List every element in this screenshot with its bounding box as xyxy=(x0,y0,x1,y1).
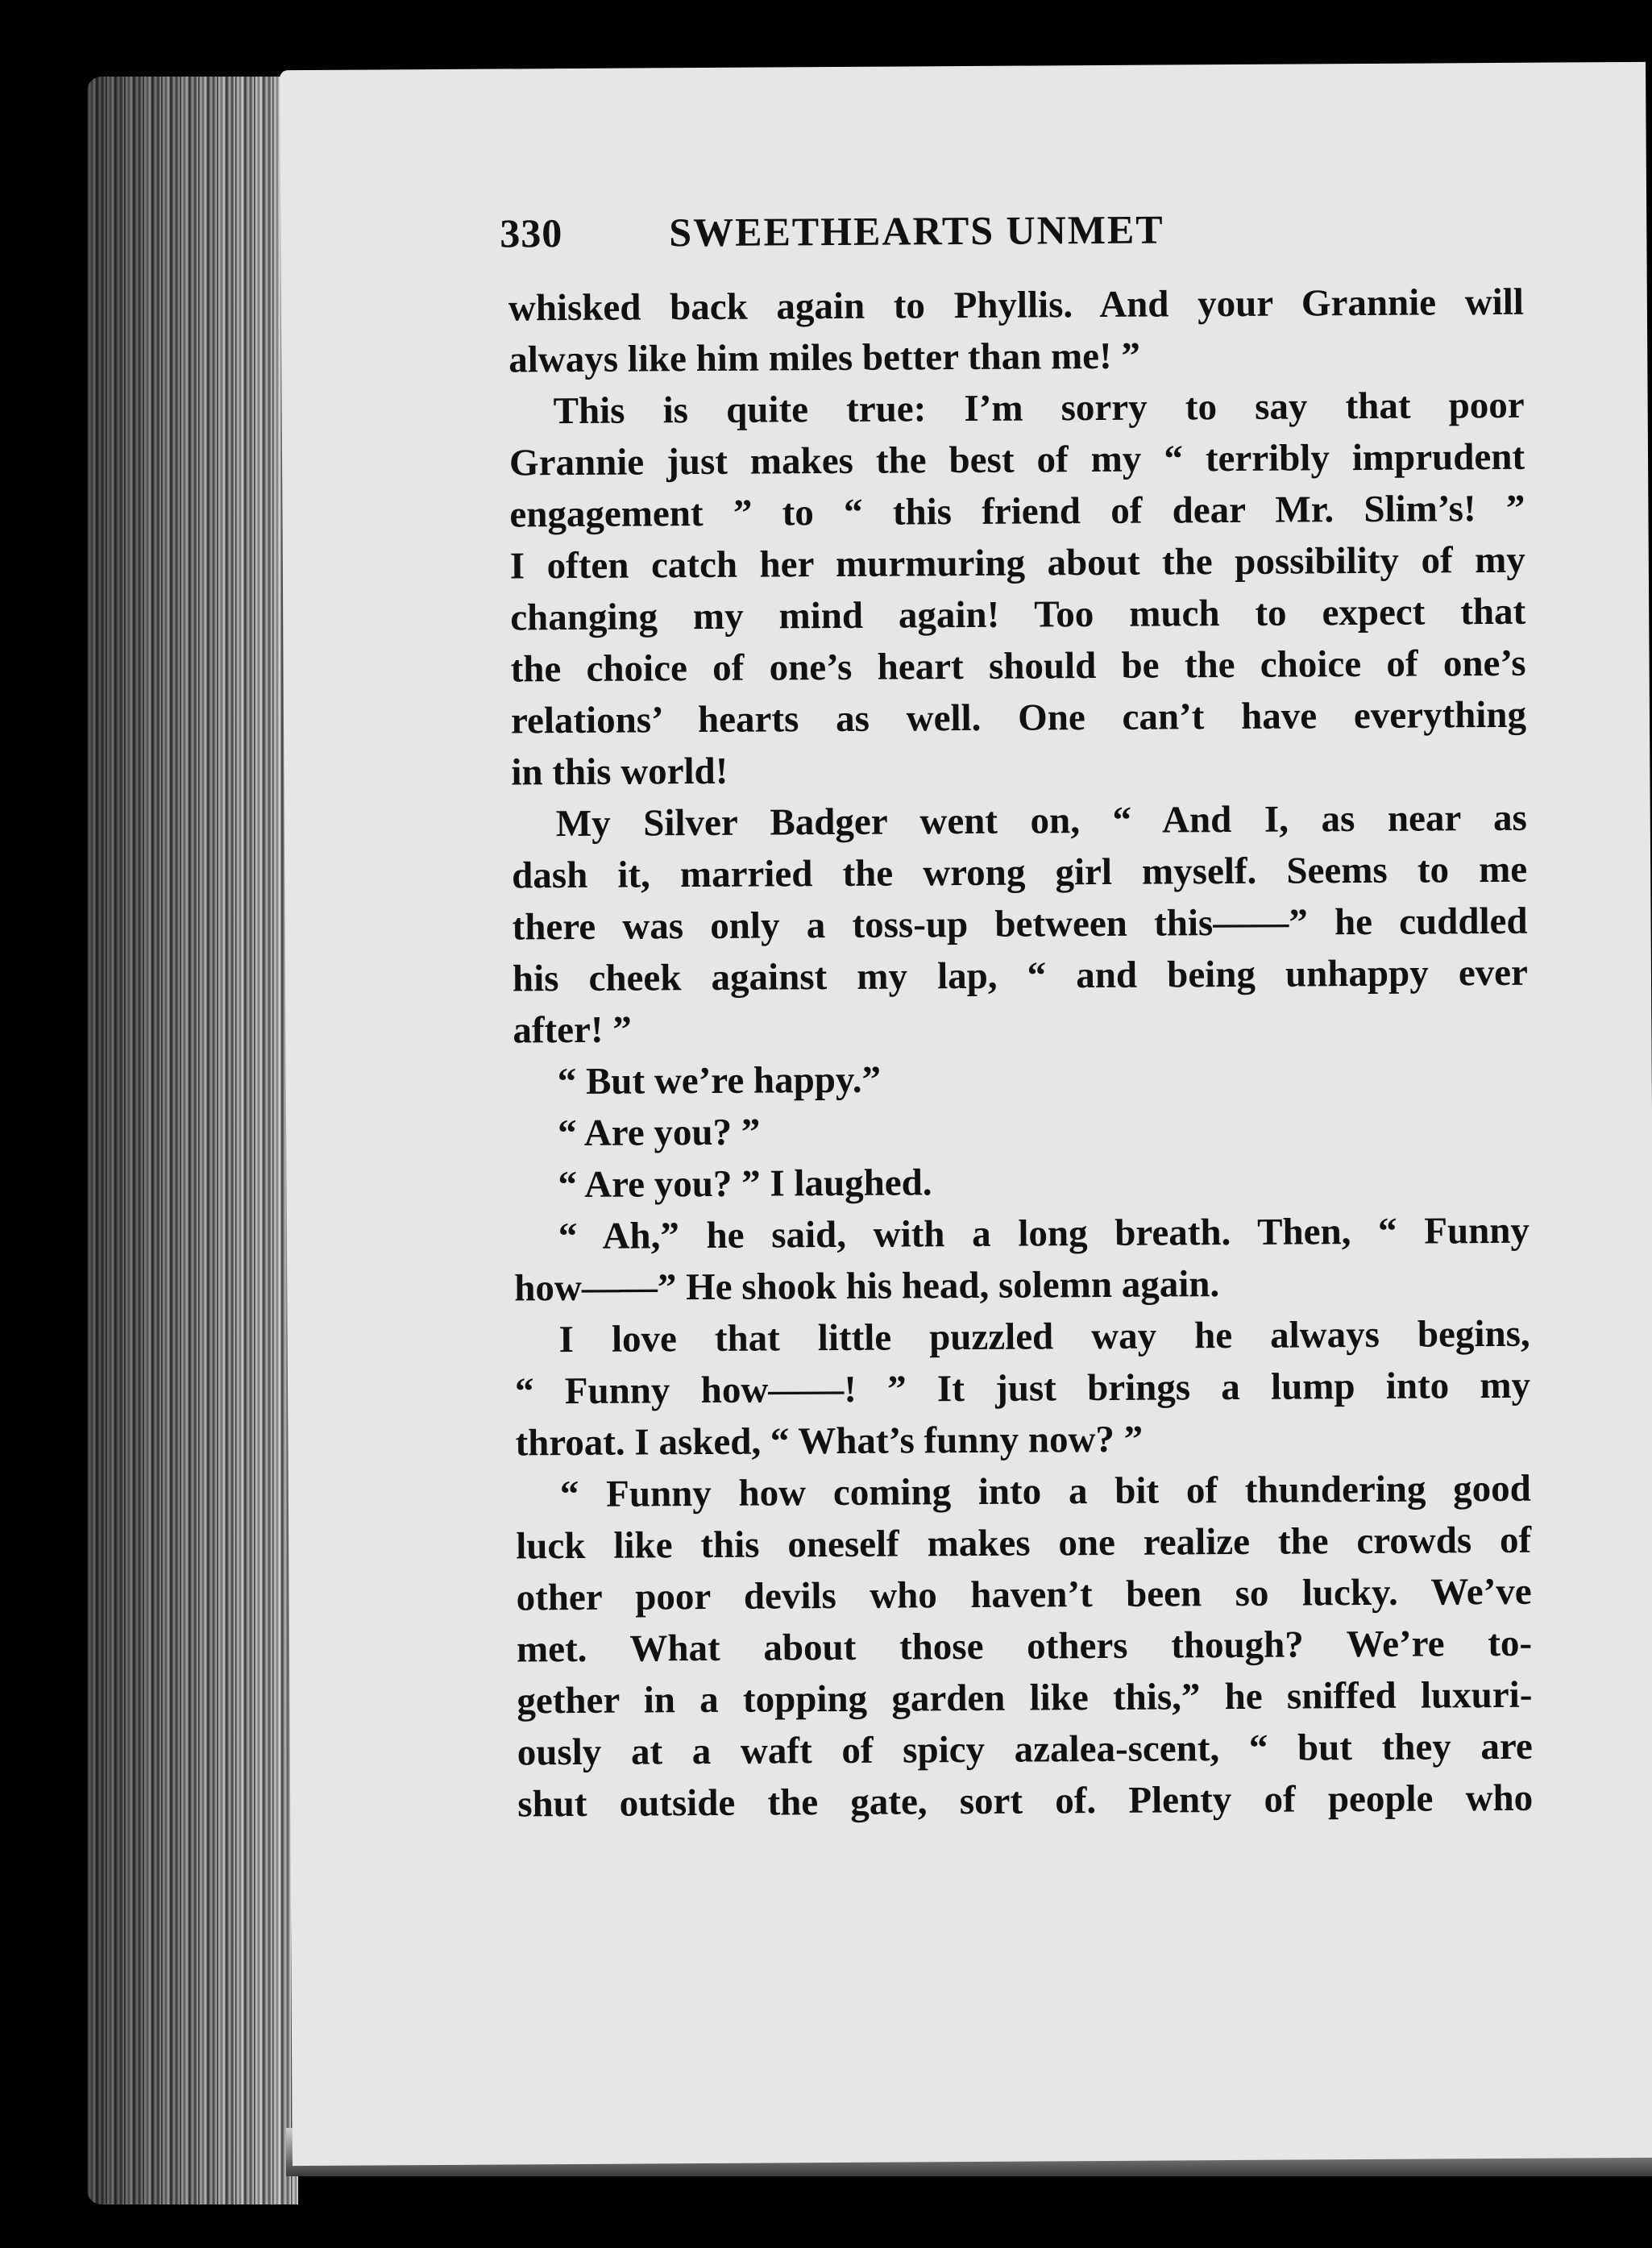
text-line: always like him miles better than me! ” xyxy=(508,334,1141,381)
text-line: shut outside the gate, sort of. Plenty of people who xyxy=(517,1776,1534,1826)
text-line: engagement ” to “ this friend of dear Mr. Slim’s! ” xyxy=(509,487,1525,536)
page-sheet xyxy=(280,62,1652,2166)
text-line: “ Ah,” he said, with a long breath. Then, “ Funny xyxy=(558,1209,1530,1258)
text-line: whisked back again to Phyllis. And your Grannie will xyxy=(508,280,1525,330)
text-line: “ Funny how——! ” It just brings a lump into my xyxy=(514,1364,1531,1413)
text-line: My Silver Badger went on, “ And I, as near as xyxy=(555,796,1527,846)
text-line: I love that little puzzled way he always begins, xyxy=(558,1312,1530,1361)
book-title: SWEETHEARTS UNMET xyxy=(669,206,1164,256)
text-line: throat. I asked, “ What’s funny now? ” xyxy=(515,1418,1144,1465)
text-line: other poor devils who haven’t been so lucky. We’ve xyxy=(516,1570,1532,1619)
text-line: luck like this oneself makes one realize the crowds of xyxy=(516,1519,1532,1568)
text-line: “ Are you? ” xyxy=(557,1111,761,1155)
text-line: after! ” xyxy=(513,1008,632,1052)
text-line: This is quite true: I’m sorry to say that poor xyxy=(553,384,1525,433)
text-line: changing my mind again! Too much to expect that xyxy=(510,590,1526,639)
text-line: “ But we’re happy.” xyxy=(557,1058,882,1103)
text-line: ously at a waft of spicy azalea-scent, “ but they are xyxy=(517,1725,1533,1774)
book-fore-edge xyxy=(87,77,298,2204)
text-line: gether in a topping garden like this,” he sniffed luxuri- xyxy=(517,1673,1533,1722)
body-text xyxy=(508,276,1534,1830)
text-line: there was only a toss-up between this——” he cuddled xyxy=(512,900,1528,949)
running-head xyxy=(500,205,1305,266)
text-line: how——” He shook his head, solemn again. xyxy=(514,1263,1220,1310)
page-number: 330 xyxy=(500,210,563,256)
text-line: in this world! xyxy=(511,750,728,794)
text-line: dash it, married the wrong girl myself. Seems to me xyxy=(512,848,1528,897)
text-line: I often catch her murmuring about the possibility of my xyxy=(509,538,1525,588)
text-line: his cheek against my lap, “ and being unhappy ever xyxy=(512,951,1529,1000)
text-line: “ Are you? ” I laughed. xyxy=(558,1161,932,1207)
text-line: relations’ hearts as well. One can’t have everything xyxy=(510,693,1527,742)
text-line: Grannie just makes the best of my “ terribly imprudent xyxy=(508,435,1525,484)
text-line: “ Funny how coming into a bit of thundering good xyxy=(559,1467,1532,1516)
text-line: the choice of one’s heart should be the choice of one’s xyxy=(510,642,1526,691)
text-line: met. What about those others though? We’re to- xyxy=(516,1622,1533,1671)
